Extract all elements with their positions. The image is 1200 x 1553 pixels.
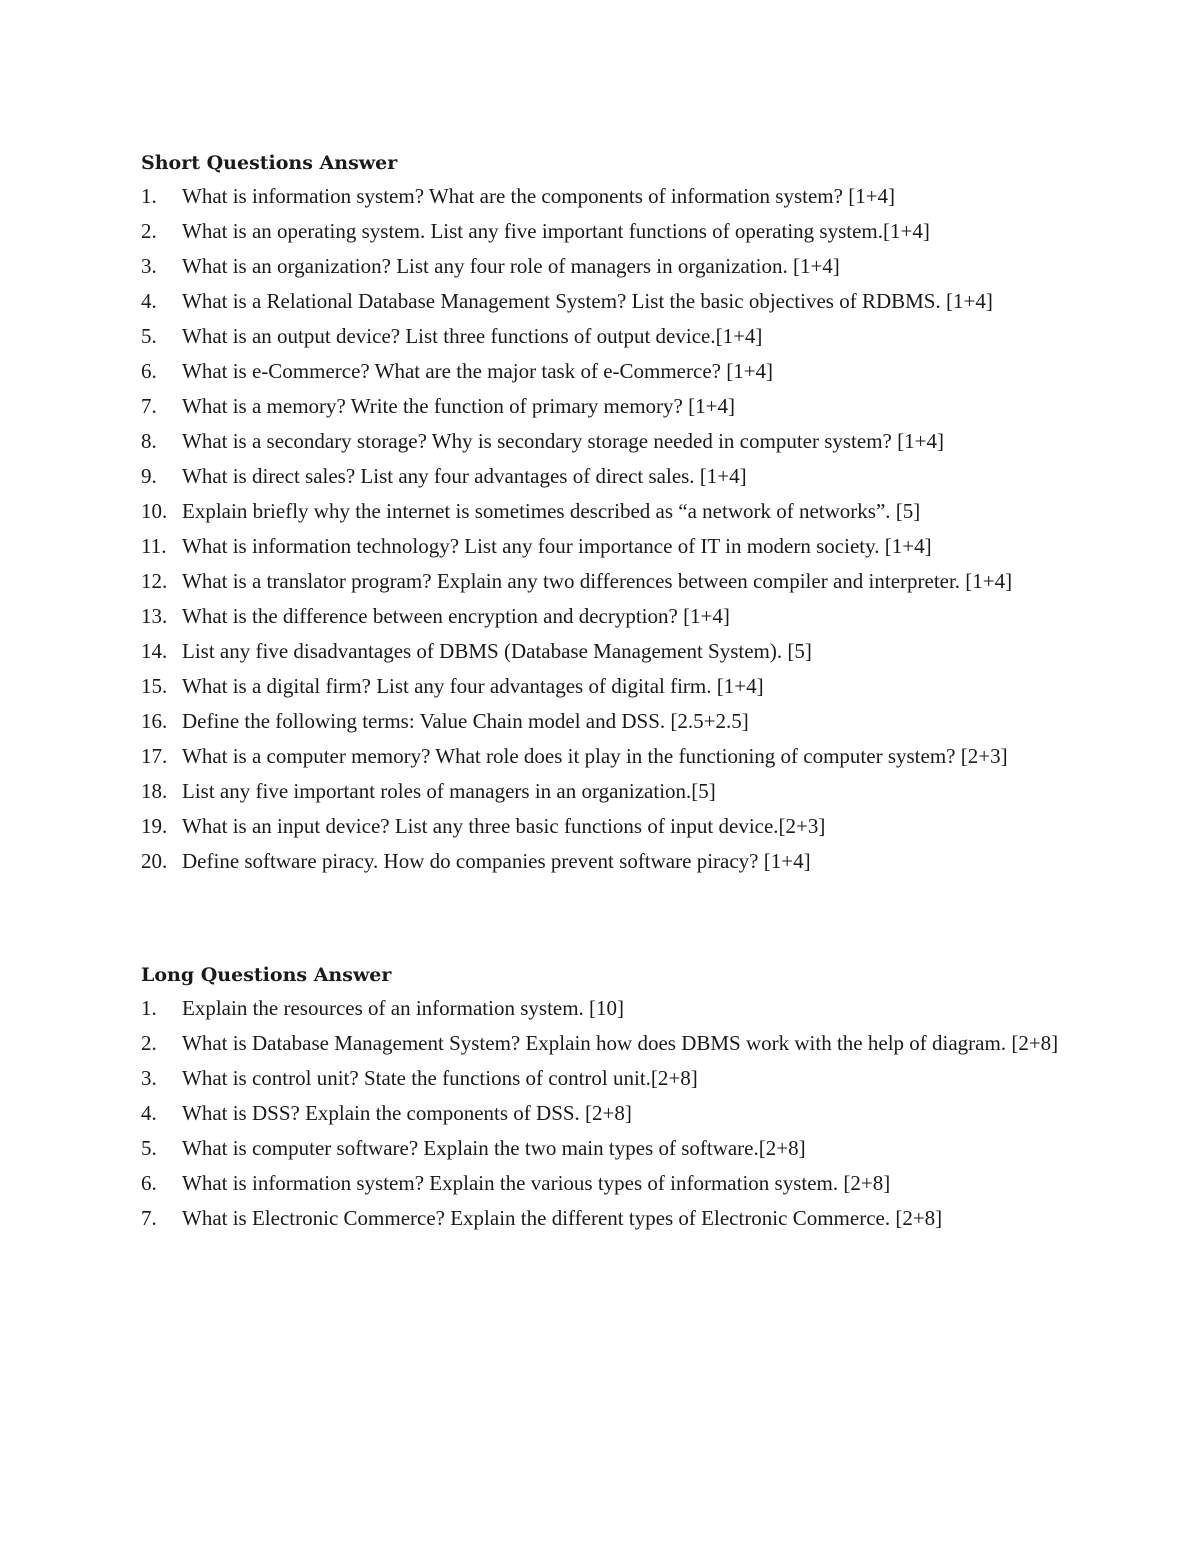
item-number: 4. <box>141 1101 157 1125</box>
list-item <box>141 250 1059 283</box>
question-text: What is an organization? List any four role of managers in organization. [1+4] <box>182 254 840 278</box>
question-text: What is DSS? Explain the components of DSS. [2+8] <box>182 1101 632 1125</box>
list-item <box>141 285 1059 318</box>
question-text: What is information system? Explain the various types of information system. [2+8] <box>182 1171 891 1195</box>
question-text: What is information system? What are the components of information system? [1+4] <box>182 184 896 208</box>
item-number: 1. <box>141 184 157 208</box>
item-number: 5. <box>141 1136 157 1160</box>
question-text: What is a secondary storage? Why is secondary storage needed in computer system? [1+4] <box>182 429 944 453</box>
item-number: 18. <box>141 779 168 803</box>
item-number: 10. <box>141 499 168 523</box>
section-spacer <box>141 880 1059 958</box>
list-item <box>141 460 1059 493</box>
item-number: 13. <box>141 604 168 628</box>
list-item <box>141 1062 1059 1095</box>
item-number: 3. <box>141 254 157 278</box>
item-number: 20. <box>141 849 168 873</box>
item-number: 14. <box>141 639 168 663</box>
list-item <box>141 740 1059 773</box>
item-number: 1. <box>141 996 157 1020</box>
question-text: What is a computer memory? What role does it play in the functioning of computer system? [2+3] <box>182 744 1008 768</box>
list-item <box>141 635 1059 668</box>
item-number: 6. <box>141 1171 157 1195</box>
question-text: What is an operating system. List any five important functions of operating system.[1+4] <box>182 219 930 243</box>
item-number: 17. <box>141 744 168 768</box>
item-number: 4. <box>141 289 157 313</box>
list-item <box>141 810 1059 843</box>
list-item <box>141 320 1059 353</box>
question-text: Define software piracy. How do companies prevent software piracy? [1+4] <box>182 849 811 873</box>
question-text: Define the following terms: Value Chain model and DSS. [2.5+2.5] <box>182 709 749 733</box>
short-questions-heading: Short Questions Answer <box>141 152 398 174</box>
list-item <box>141 565 1059 598</box>
question-text: Explain the resources of an information system. [10] <box>182 996 625 1020</box>
item-number: 15. <box>141 674 168 698</box>
list-item <box>141 992 1059 1025</box>
long-questions-heading: Long Questions Answer <box>141 964 392 986</box>
list-item <box>141 1097 1059 1130</box>
long-questions-list <box>141 992 1059 1235</box>
question-text: What is information technology? List any four importance of IT in modern society. [1+4] <box>182 534 932 558</box>
list-item <box>141 845 1059 878</box>
list-item <box>141 1202 1059 1235</box>
question-text: Explain briefly why the internet is sometimes described as “a network of networks”. [5] <box>182 499 921 523</box>
question-text: What is direct sales? List any four advantages of direct sales. [1+4] <box>182 464 747 488</box>
document-page <box>141 146 1059 1237</box>
short-questions-section <box>141 146 1059 878</box>
list-item <box>141 1027 1059 1060</box>
question-text: What is a Relational Database Management System? List the basic objectives of RDBMS. [1+4] <box>182 289 993 313</box>
list-item <box>141 530 1059 563</box>
list-item <box>141 1167 1059 1200</box>
question-text: What is Electronic Commerce? Explain the different types of Electronic Commerce. [2+8] <box>182 1206 943 1230</box>
question-text: What is Database Management System? Explain how does DBMS work with the help of diagram. [2+8] <box>182 1031 1059 1055</box>
question-text: What is control unit? State the functions of control unit.[2+8] <box>182 1066 698 1090</box>
question-text: What is e-Commerce? What are the major task of e-Commerce? [1+4] <box>182 359 774 383</box>
list-item <box>141 705 1059 738</box>
question-text: What is a digital firm? List any four advantages of digital firm. [1+4] <box>182 674 764 698</box>
item-number: 19. <box>141 814 168 838</box>
item-number: 9. <box>141 464 157 488</box>
list-item <box>141 775 1059 808</box>
list-item <box>141 180 1059 213</box>
list-item <box>141 495 1059 528</box>
list-item <box>141 390 1059 423</box>
list-item <box>141 1132 1059 1165</box>
list-item <box>141 215 1059 248</box>
list-item <box>141 670 1059 703</box>
question-text: What is an input device? List any three basic functions of input device.[2+3] <box>182 814 826 838</box>
question-text: List any five important roles of managers in an organization.[5] <box>182 779 716 803</box>
item-number: 2. <box>141 1031 157 1055</box>
list-item <box>141 600 1059 633</box>
item-number: 11. <box>141 534 167 558</box>
item-number: 16. <box>141 709 168 733</box>
question-text: What is the difference between encryption and decryption? [1+4] <box>182 604 730 628</box>
question-text: What is a translator program? Explain any two differences between compiler and interpreter. [1+4] <box>182 569 1013 593</box>
item-number: 7. <box>141 1206 157 1230</box>
item-number: 12. <box>141 569 168 593</box>
question-text: List any five disadvantages of DBMS (Database Management System). [5] <box>182 639 812 663</box>
item-number: 8. <box>141 429 157 453</box>
item-number: 5. <box>141 324 157 348</box>
item-number: 2. <box>141 219 157 243</box>
question-text: What is an output device? List three functions of output device.[1+4] <box>182 324 763 348</box>
item-number: 6. <box>141 359 157 383</box>
item-number: 7. <box>141 394 157 418</box>
short-questions-list <box>141 180 1059 878</box>
question-text: What is a memory? Write the function of primary memory? [1+4] <box>182 394 735 418</box>
list-item <box>141 355 1059 388</box>
item-number: 3. <box>141 1066 157 1090</box>
list-item <box>141 425 1059 458</box>
long-questions-section <box>141 958 1059 1235</box>
question-text: What is computer software? Explain the two main types of software.[2+8] <box>182 1136 806 1160</box>
